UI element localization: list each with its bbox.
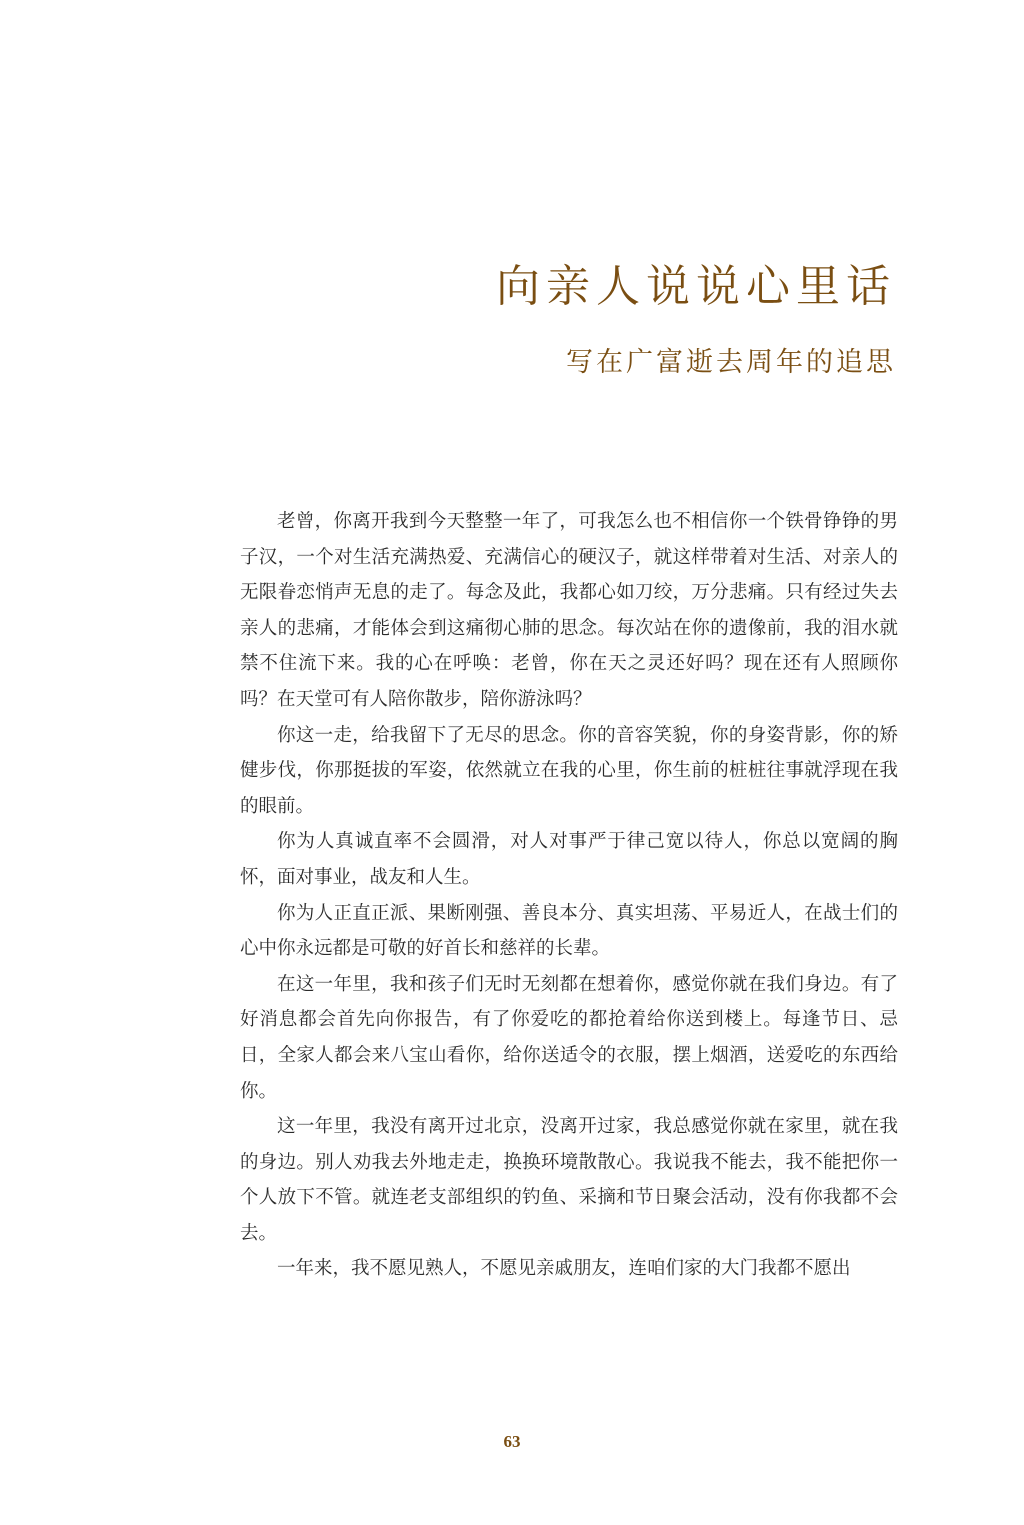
article-title: 向亲人说说心里话 — [496, 261, 896, 312]
paragraph: 一年来，我不愿见熟人，不愿见亲戚朋友，连咱们家的大门我都不愿出 — [277, 1258, 851, 1280]
paragraph: 你这一走，给我留下了无尽的思念。你的音容笑貌，你的身姿背影，你的矫健步伐，你那挺拔的军姿，依然就立在我的心里，你生前的桩桩往事就浮现在我的眼前。 — [240, 724, 898, 817]
paragraph: 在这一年里，我和孩子们无时无刻都在想着你，感觉你就在我们身边。有了好消息都会首先向你报告，有了你爱吃的都抢着给你送到楼上。每逢节日、忌日，全家人都会来八宝山看你，给你送适令的衣服，摆上烟酒，送爱吃的东西给你。 — [240, 973, 898, 1102]
paragraph: 你为人正直正派、果断刚强、善良本分、真实坦荡、平易近人，在战士们的心中你永远都是可敬的好首长和慈祥的长辈。 — [240, 902, 898, 960]
page-number: 63 — [503, 1432, 521, 1451]
article-subtitle: 写在广富逝去周年的追思 — [566, 347, 896, 378]
paragraph: 这一年里，我没有离开过北京，没离开过家，我总感觉你就在家里，就在我的身边。别人劝我去外地走走，换换环境散散心。我说我不能去，我不能把你一个人放下不管。就连老支部组织的钓鱼、采摘和节日聚会活动，没有你我都不会去。 — [240, 1116, 898, 1244]
paragraph: 老曾，你离开我到今天整整一年了，可我怎么也不相信你一个铁骨铮铮的男子汉，一个对生活充满热爱、充满信心的硬汉子，就这样带着对生活、对亲人的无限眷恋悄声无息的走了。每念及此，我都心如刀绞，万分悲痛。只有经过失去亲人的悲痛，才能体会到这痛彻心肺的思念。每次站在你的遗像前，我的泪水就禁不住流下来。我的心在呼唤：老曾，你在天之灵还好吗？现在还有人照顾你吗？在天堂可有人陪你散步，陪你游泳吗？ — [240, 511, 898, 710]
paragraph: 你为人真诚直率不会圆滑，对人对事严于律己宽以待人，你总以宽阔的胸怀，面对事业，战友和人生。 — [240, 831, 898, 888]
article-body — [240, 504, 898, 1287]
